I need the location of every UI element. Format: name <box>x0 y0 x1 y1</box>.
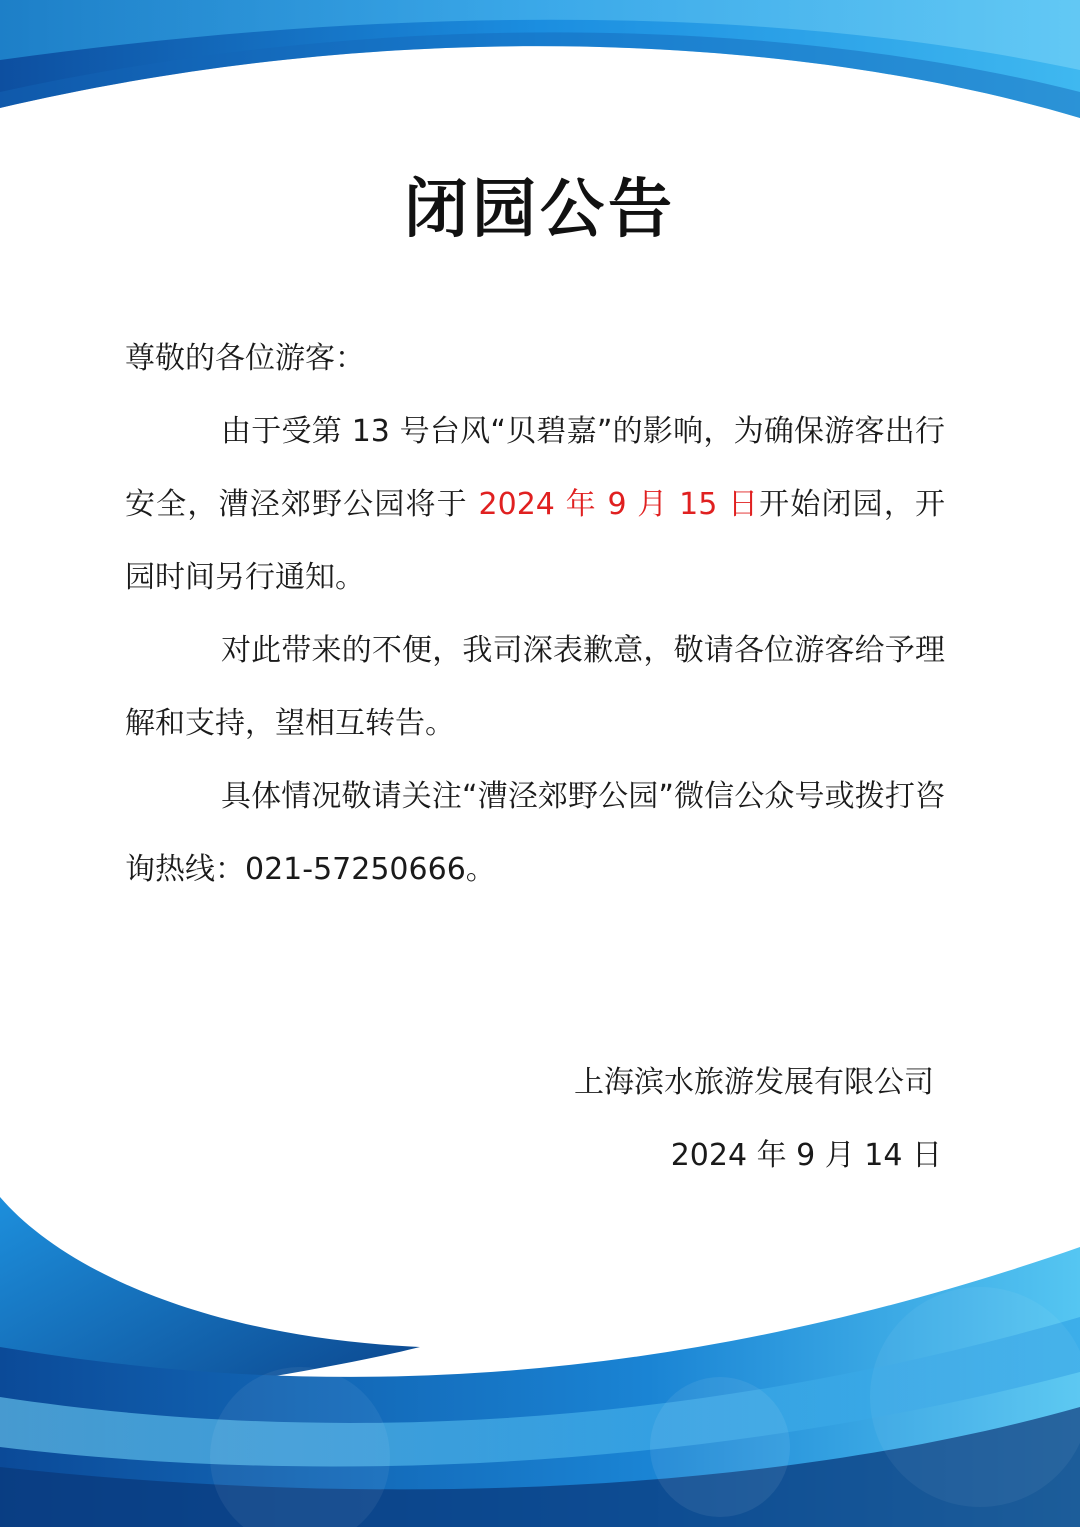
paragraph-closure-before: 由于受第 13 号台风“贝碧嘉”的影响，为确保游客出行安全，漕泾郊野公园将于 <box>125 414 945 522</box>
notice-title: 闭园公告 <box>404 172 676 247</box>
closure-date-highlight: 2024 年 9 月 15 日 <box>478 487 760 522</box>
signature-company: 上海滨水旅游发展有限公司 <box>574 1065 934 1100</box>
paragraph-apology-text: 对此带来的不便，我司深表歉意，敬请各位游客给予理解和支持，望相互转告。 <box>125 633 945 741</box>
greeting: 尊敬的各位游客： <box>125 341 365 376</box>
signature-date: 2024 年 9 月 14 日 <box>670 1138 942 1173</box>
bottom-wave-decoration <box>0 1197 1080 1527</box>
paragraph-contact <box>125 760 945 906</box>
paragraph-closure-after: 开始闭园，开园时间另行通知。 <box>125 487 945 595</box>
top-wave-decoration <box>0 0 1080 130</box>
paragraph-apology <box>125 614 945 760</box>
paragraph-contact-text: 具体情况敬请关注“漕泾郊野公园”微信公众号或拨打咨询热线：021-57250666。 <box>125 779 945 887</box>
paragraph-closure <box>125 395 945 614</box>
